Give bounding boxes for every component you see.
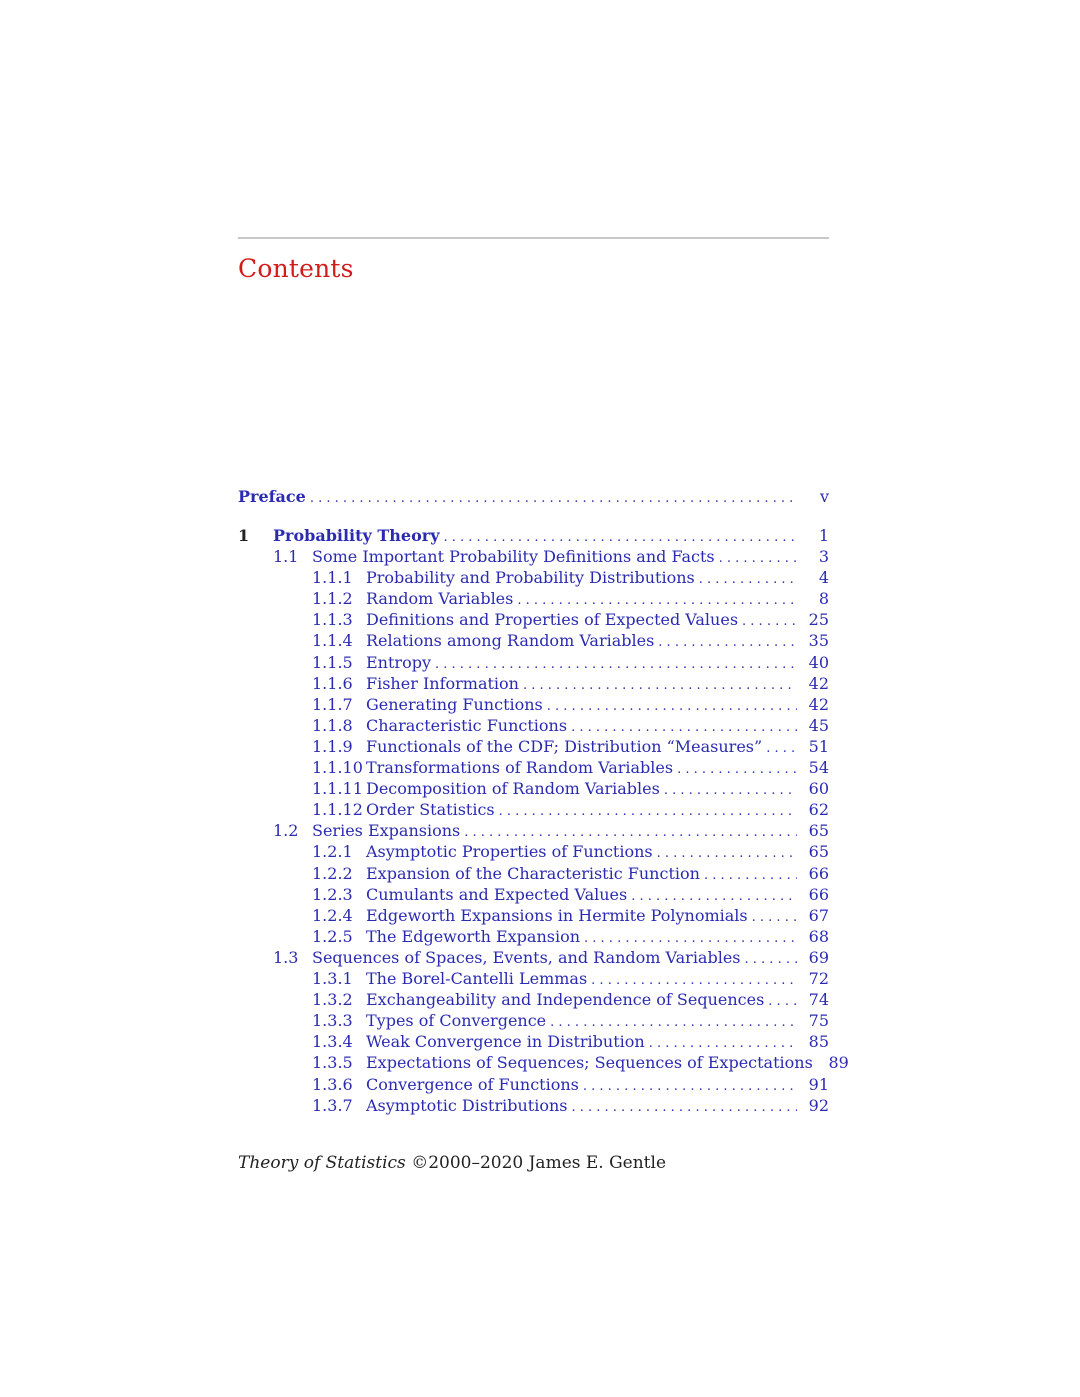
toc-entry-number: 1.1.3 bbox=[312, 610, 353, 630]
toc-entry-label: Preface bbox=[238, 487, 306, 506]
toc-entry-number: 1.3.7 bbox=[312, 1095, 353, 1115]
toc-entry[interactable] bbox=[238, 609, 829, 630]
dot-leader bbox=[658, 632, 797, 653]
toc-entry-label: Fisher Information bbox=[366, 673, 519, 693]
toc-entry[interactable] bbox=[238, 905, 829, 926]
toc-entry-page: 54 bbox=[808, 758, 829, 777]
dot-leader bbox=[571, 717, 797, 738]
toc-entry-number: 1.2.4 bbox=[312, 905, 353, 925]
toc-entry-number: 1.1.11 bbox=[312, 779, 363, 799]
toc-entry-page: v bbox=[819, 487, 829, 506]
toc-entry[interactable] bbox=[238, 1031, 829, 1052]
toc-entry-number: 1.2 bbox=[273, 821, 299, 841]
toc-entry-page: 1 bbox=[818, 526, 829, 545]
dot-leader bbox=[631, 886, 797, 907]
toc-entry-number: 1.3.5 bbox=[312, 1053, 353, 1073]
toc-entry-number: 1 bbox=[238, 526, 250, 545]
toc-entry-page: 65 bbox=[808, 842, 829, 862]
toc-entry-number: 1.1.8 bbox=[312, 715, 353, 735]
toc-entry-label: Asymptotic Properties of Functions bbox=[366, 842, 653, 862]
toc-entry-number: 1.1.1 bbox=[312, 568, 353, 588]
toc-entry-page: 45 bbox=[808, 715, 829, 735]
toc-entry-label: Some Important Probability Definitions and Facts bbox=[312, 547, 715, 566]
toc-entry[interactable] bbox=[238, 926, 829, 947]
toc-entry-page: 25 bbox=[808, 610, 829, 630]
dot-leader bbox=[517, 590, 797, 611]
toc-entry[interactable] bbox=[238, 1010, 829, 1031]
dot-leader bbox=[571, 1097, 797, 1118]
toc-entry-page: 69 bbox=[808, 947, 829, 967]
toc-entry[interactable] bbox=[238, 588, 829, 609]
toc-entry-label: Expansion of the Characteristic Function bbox=[366, 863, 700, 883]
footer-book-title: Theory of Statistics bbox=[238, 1153, 406, 1173]
toc-entry-number: 1.1 bbox=[273, 547, 299, 566]
toc-entry-number: 1.2.5 bbox=[312, 926, 353, 946]
dot-leader bbox=[547, 696, 797, 717]
toc-entry-page: 68 bbox=[808, 926, 829, 946]
toc-entry-page: 62 bbox=[808, 800, 829, 820]
toc-entry-page: 89 bbox=[828, 1053, 849, 1073]
toc-entry-label: Asymptotic Distributions bbox=[366, 1095, 568, 1115]
toc-entry-number: 1.3.1 bbox=[312, 969, 353, 988]
toc-entry[interactable] bbox=[238, 652, 829, 673]
footer-copyright: ©2000–2020 James E. Gentle bbox=[411, 1153, 667, 1173]
toc-entry[interactable] bbox=[238, 630, 829, 651]
toc-entry-label: Expectations of Sequences; Sequences of Expectations bbox=[366, 1053, 813, 1073]
toc-entry-number: 1.1.12 bbox=[312, 800, 363, 820]
page-title: Contents bbox=[238, 254, 354, 283]
toc-entry-number: 1.3.4 bbox=[312, 1032, 353, 1052]
toc-entry-page: 74 bbox=[808, 990, 829, 1010]
toc-entry-page: 65 bbox=[808, 821, 829, 841]
toc-entry-page: 51 bbox=[808, 736, 829, 756]
toc-entry-page: 42 bbox=[808, 694, 829, 714]
toc-entry-page: 92 bbox=[808, 1095, 829, 1115]
toc-entry[interactable] bbox=[238, 863, 829, 884]
toc-entry-label: Sequences of Spaces, Events, and Random Variables bbox=[312, 947, 741, 967]
toc-entry[interactable] bbox=[238, 799, 829, 820]
toc-entry-number: 1.2.1 bbox=[312, 842, 353, 862]
dot-leader bbox=[649, 1033, 797, 1054]
dot-leader bbox=[310, 488, 797, 509]
toc-entry[interactable] bbox=[238, 884, 829, 905]
toc-entry[interactable] bbox=[238, 736, 829, 757]
toc-entry-label: Functionals of the CDF; Distribution “Measures” bbox=[366, 736, 763, 756]
toc-entry[interactable] bbox=[238, 715, 829, 736]
toc-entry-page: 4 bbox=[818, 568, 829, 588]
toc-entry-label: Weak Convergence in Distribution bbox=[366, 1032, 645, 1052]
toc-entry-page: 3 bbox=[818, 547, 829, 566]
toc-entry[interactable] bbox=[238, 1095, 829, 1116]
toc-entry-label: Decomposition of Random Variables bbox=[366, 779, 660, 799]
toc-entry-number: 1.3.2 bbox=[312, 990, 353, 1010]
toc-entry[interactable] bbox=[238, 968, 829, 989]
dot-leader bbox=[464, 822, 797, 843]
toc-entry-label: Series Expansions bbox=[312, 821, 461, 841]
toc-entry[interactable] bbox=[238, 947, 829, 968]
dot-leader bbox=[443, 527, 797, 548]
dot-leader bbox=[499, 801, 797, 822]
toc-entry-page: 8 bbox=[818, 589, 829, 609]
toc-entry-number: 1.3.6 bbox=[312, 1074, 353, 1094]
toc-entry-label: Relations among Random Variables bbox=[366, 631, 655, 651]
toc-entry-number: 1.1.7 bbox=[312, 694, 353, 714]
dot-leader bbox=[583, 1076, 797, 1097]
toc-entry-label: The Borel-Cantelli Lemmas bbox=[366, 969, 588, 988]
toc-entry-label: Generating Functions bbox=[366, 694, 543, 714]
toc-entry[interactable] bbox=[238, 1074, 829, 1095]
toc-entry-number: 1.2.2 bbox=[312, 863, 353, 883]
toc-entry[interactable] bbox=[238, 989, 829, 1010]
dot-leader bbox=[550, 1012, 797, 1033]
toc-entry-page: 75 bbox=[808, 1011, 829, 1031]
toc-entry[interactable] bbox=[238, 757, 829, 778]
toc-entry-label: Cumulants and Expected Values bbox=[366, 884, 628, 904]
toc-entry-label: Probability Theory bbox=[273, 526, 440, 545]
dot-leader bbox=[742, 611, 797, 632]
dot-leader bbox=[523, 675, 797, 696]
toc-entry-label: Convergence of Functions bbox=[366, 1074, 579, 1094]
toc-entry-label: Exchangeability and Independence of Sequences bbox=[366, 990, 765, 1010]
dot-leader bbox=[745, 949, 797, 970]
toc-entry-page: 91 bbox=[808, 1074, 829, 1094]
toc-entry-label: Types of Convergence bbox=[366, 1011, 547, 1031]
toc-entry-number: 1.2.3 bbox=[312, 884, 353, 904]
dot-leader bbox=[664, 780, 797, 801]
dot-leader bbox=[766, 738, 797, 759]
header-rule bbox=[238, 237, 829, 239]
dot-leader bbox=[752, 907, 797, 928]
toc-entry[interactable] bbox=[238, 694, 829, 715]
toc-entry[interactable] bbox=[238, 820, 829, 841]
toc-entry-page: 40 bbox=[808, 652, 829, 672]
toc-entry-page: 67 bbox=[808, 905, 829, 925]
toc-entry-label: The Edgeworth Expansion bbox=[366, 926, 581, 946]
toc-entry[interactable] bbox=[238, 778, 829, 799]
toc-entry[interactable] bbox=[238, 1052, 849, 1073]
toc-entry-number: 1.1.5 bbox=[312, 652, 353, 672]
toc-entry[interactable] bbox=[238, 841, 829, 862]
toc-entry-page: 66 bbox=[808, 863, 829, 883]
dot-leader bbox=[584, 928, 797, 949]
toc-entry-chapter[interactable] bbox=[238, 525, 829, 546]
toc-entry-label: Probability and Probability Distributions bbox=[366, 568, 695, 588]
toc-entry-label: Edgeworth Expansions in Hermite Polynomials bbox=[366, 905, 748, 925]
toc-entry[interactable] bbox=[238, 673, 829, 694]
toc-entry-label: Order Statistics bbox=[366, 800, 495, 820]
page-footer bbox=[238, 1153, 666, 1173]
toc-entry-number: 1.3.3 bbox=[312, 1011, 353, 1031]
toc-entry-number: 1.1.2 bbox=[312, 589, 353, 609]
toc-entry-label: Transformations of Random Variables bbox=[366, 758, 674, 777]
toc-entry-page: 85 bbox=[808, 1032, 829, 1052]
dot-leader bbox=[435, 654, 797, 675]
toc-entry-number: 1.3 bbox=[273, 947, 299, 967]
toc-entry-label: Entropy bbox=[366, 652, 431, 672]
toc-entry-page: 60 bbox=[808, 779, 829, 799]
dot-leader bbox=[699, 569, 797, 590]
toc-entry-label: Definitions and Properties of Expected Values bbox=[366, 610, 739, 630]
dot-leader bbox=[591, 970, 797, 991]
toc-entry-number: 1.1.9 bbox=[312, 736, 353, 756]
toc-entry[interactable] bbox=[238, 567, 829, 588]
dot-leader bbox=[719, 548, 797, 569]
toc-entry-preface[interactable] bbox=[238, 486, 829, 507]
toc-entry-page: 42 bbox=[808, 673, 829, 693]
toc-entry-page: 66 bbox=[808, 884, 829, 904]
toc-entry[interactable] bbox=[238, 546, 829, 567]
toc-entry-label: Random Variables bbox=[366, 589, 514, 609]
toc-entry-number: 1.1.10 bbox=[312, 758, 363, 777]
toc-entry-label: Characteristic Functions bbox=[366, 715, 568, 735]
toc-entry-page: 35 bbox=[808, 631, 829, 651]
dot-leader bbox=[677, 759, 797, 780]
toc-entry-number: 1.1.4 bbox=[312, 631, 353, 651]
dot-leader bbox=[768, 991, 797, 1012]
dot-leader bbox=[704, 865, 797, 886]
toc-entry-number: 1.1.6 bbox=[312, 673, 353, 693]
dot-leader bbox=[657, 843, 797, 864]
toc-entry-page: 72 bbox=[808, 969, 829, 988]
